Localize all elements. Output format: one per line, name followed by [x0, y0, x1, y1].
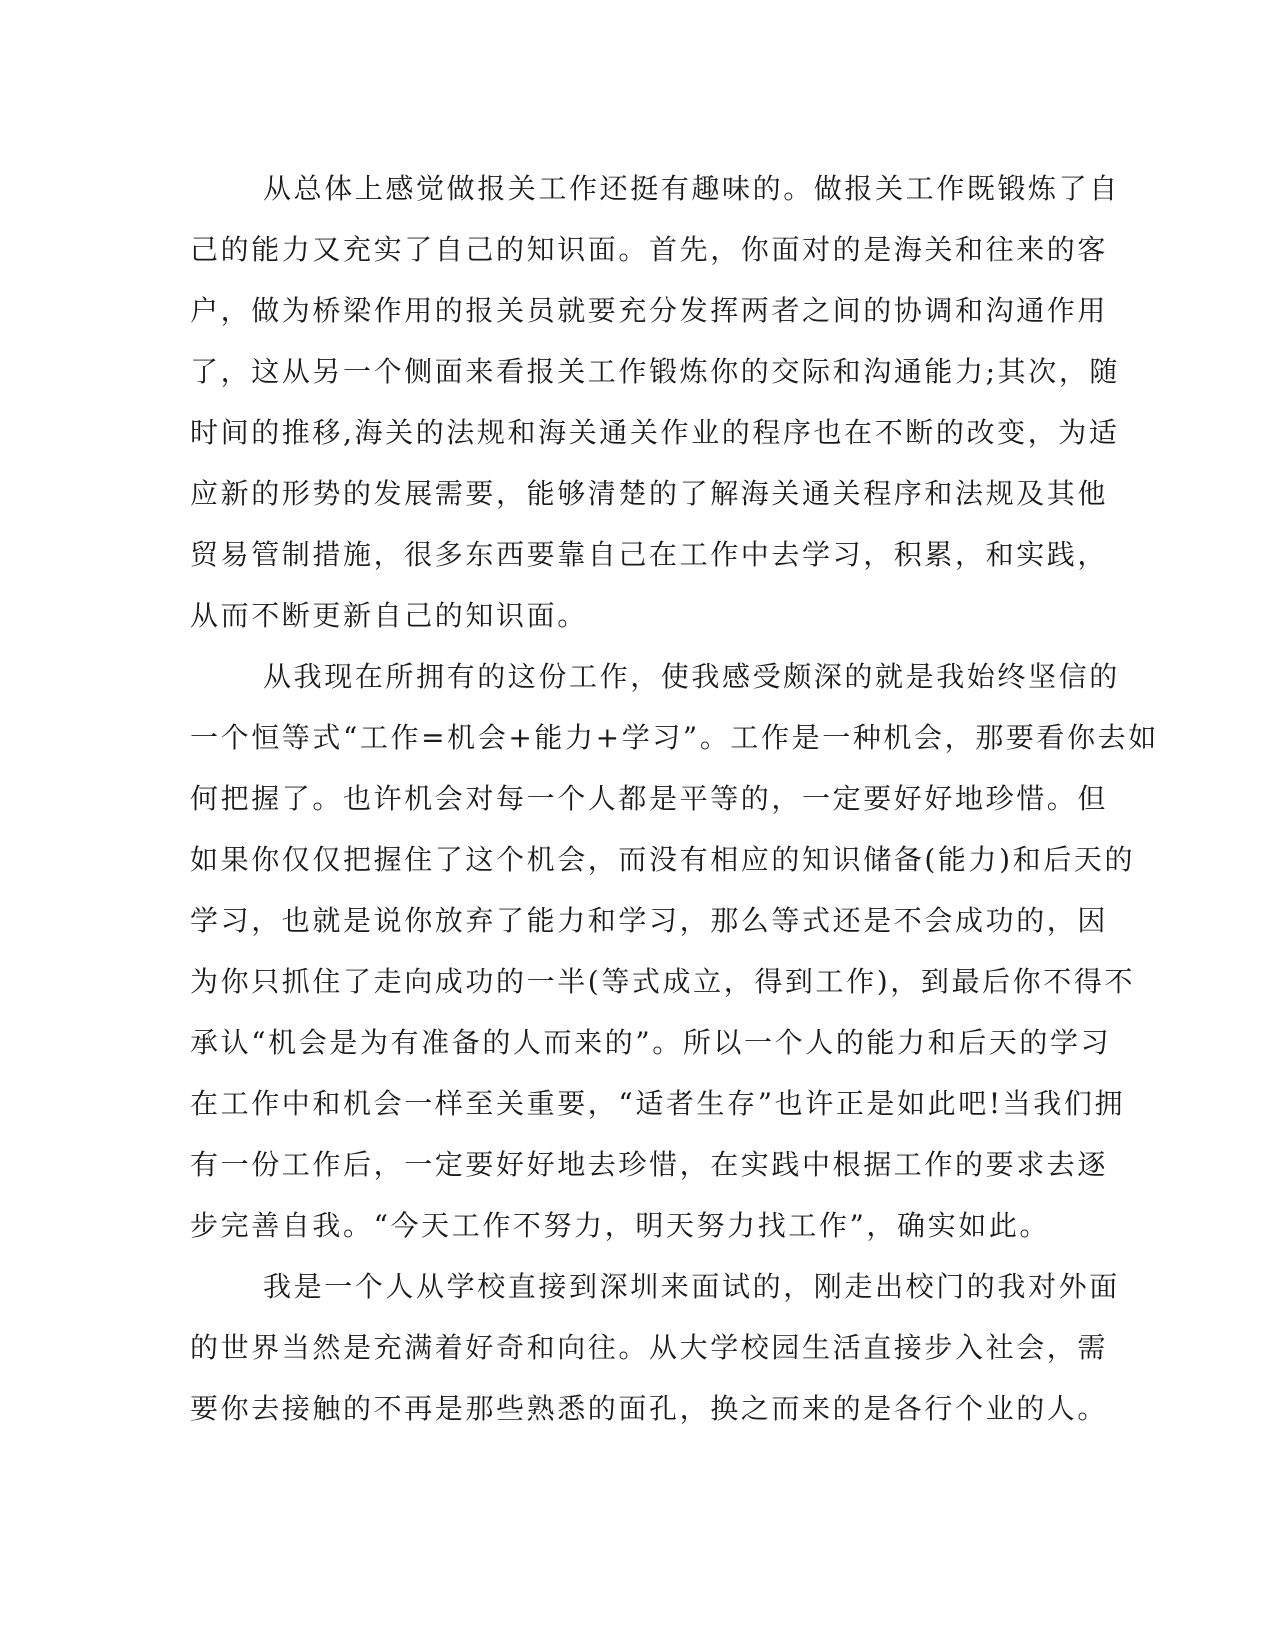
text-line: 贸易管制措施，很多东西要靠自己在工作中去学习，积累，和实践， — [190, 538, 1109, 571]
paragraph-2 — [190, 646, 1159, 1256]
text-line: 为你只抓住了走向成功的一半(等式成立，得到工作)，到最后你不得不 — [190, 965, 1136, 998]
text-line: 户，做为桥梁作用的报关员就要充分发挥两者之间的协调和沟通作用 — [190, 294, 1109, 327]
text-line: 应新的形势的发展需要，能够清楚的了解海关通关程序和法规及其他 — [190, 477, 1109, 510]
document-body — [190, 158, 1159, 1439]
paragraph-3 — [190, 1256, 1120, 1439]
text-line: 如果你仅仅把握住了这个机会，而没有相应的知识储备(能力)和后天的 — [190, 843, 1136, 876]
text-line: 时间的推移,海关的法规和海关通关作业的程序也在不断的改变，为适 — [190, 416, 1120, 449]
text-line: 的世界当然是充满着好奇和向往。从大学校园生活直接步入社会，需 — [190, 1331, 1109, 1364]
text-line: 从而不断更新自己的知识面。 — [190, 599, 588, 632]
paragraph-1 — [190, 158, 1121, 646]
text-line: 何把握了。也许机会对每一个人都是平等的，一定要好好地珍惜。但 — [190, 782, 1109, 815]
text-line: 了，这从另一个侧面来看报关工作锻炼你的交际和沟通能力;其次，随 — [190, 355, 1121, 388]
text-line: 有一份工作后，一定要好好地去珍惜，在实践中根据工作的要求去逐 — [190, 1148, 1109, 1181]
text-line: 承认“机会是为有准备的人而来的”。所以一个人的能力和后天的学习 — [190, 1026, 1112, 1059]
text-line: 我是一个人从学校直接到深圳来面试的，刚走出校门的我对外面 — [263, 1270, 1120, 1303]
text-line: 己的能力又充实了自己的知识面。首先，你面对的是海关和往来的客 — [190, 233, 1109, 266]
text-line: 在工作中和机会一样至关重要，“适者生存”也许正是如此吧!当我们拥 — [190, 1087, 1126, 1120]
text-line: 步完善自我。“今天工作不努力，明天努力找工作”，确实如此。 — [190, 1209, 1051, 1242]
text-line: 从总体上感觉做报关工作还挺有趣味的。做报关工作既锻炼了自 — [263, 172, 1120, 205]
text-line: 一个恒等式“工作=机会+能力+学习”。工作是一种机会，那要看你去如 — [190, 721, 1159, 754]
text-line: 学习，也就是说你放弃了能力和学习，那么等式还是不会成功的，因 — [190, 904, 1109, 937]
text-line: 从我现在所拥有的这份工作，使我感受颇深的就是我始终坚信的 — [263, 660, 1120, 693]
text-line: 要你去接触的不再是那些熟悉的面孔，换之而来的是各行个业的人。 — [190, 1392, 1109, 1425]
